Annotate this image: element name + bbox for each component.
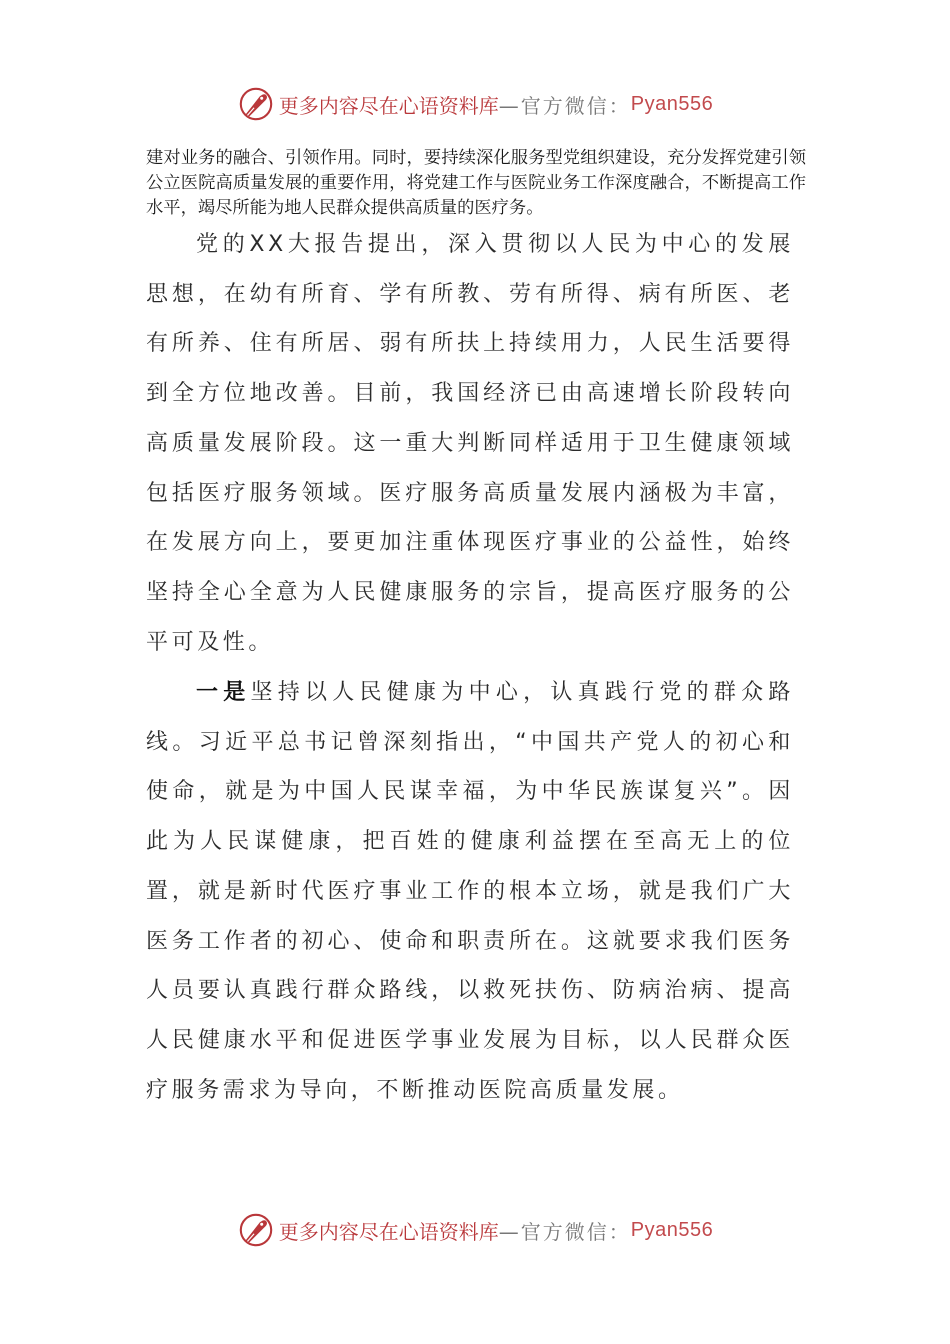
banner-wechat-label: —官方微信： [498,93,631,118]
pen-nib-logo-icon [237,1211,275,1249]
body-paragraph-2 [146,668,794,1115]
paragraph-text: 坚持以人民健康为中心，认真践行党的群众路线。习近平总书记曾深刻指出，“中国共产党人的初心和使命，就是为中国人民谋幸福，为中华民族谋复兴”。因此为人民谋健康，把百姓的健康利益摆在至高无上的位置，就是新时代医疗事业工作的根本立场，就是我们广大医务工作者的初心、使命和职责所在。这就要求我们医务人员要认真践行群众路线，以救死扶伤、防病治病、提高人民健康水平和促进医学事业发展为目标，以人民群众医疗服务需求为导向，不断推动医院高质量发展。 [146,680,794,1103]
banner-site-name: 更多内容尽在心语资料库 [278,1219,499,1244]
banner-site-name: 更多内容尽在心语资料库 [278,93,499,118]
pen-nib-logo-icon [237,85,275,123]
body-paragraph-1 [146,220,794,667]
paragraph-lead: 一是 [196,680,251,705]
paragraph-text: 党的XX大报告提出，深入贯彻以人民为中心的发展思想，在幼有所育、学有所教、劳有所得、病有所医、老有所养、住有所居、弱有所扶上持续用力，人民生活要得到全方位地改善。目前，我国经济已由高速增长阶段转向高质量发展阶段。这一重大判断同样适用于卫生健康领域包括医疗服务领域。医疗服务高质量发展内涵极为丰富，在发展方向上，要更加注重体现医疗事业的公益性，始终坚持全心全意为人民健康服务的宗旨，提高医疗服务的公平可及性。 [146,232,794,655]
footer-banner [0,1208,950,1252]
carryover-paragraph: 建对业务的融合、引领作用。同时，要持续深化服务型党组织建设，充分发挥党建引领公立医院高质量发展的重要作用，将党建工作与医院业务工作深度融合，不断提高工作水平，竭尽所能为地人民群众提供高质量的医疗务。 [146,148,806,218]
banner-wechat-id: Pyan556 [630,92,714,115]
header-banner [0,82,950,126]
banner-wechat-id: Pyan556 [630,1218,714,1241]
banner-wechat-label: —官方微信： [498,1219,631,1244]
